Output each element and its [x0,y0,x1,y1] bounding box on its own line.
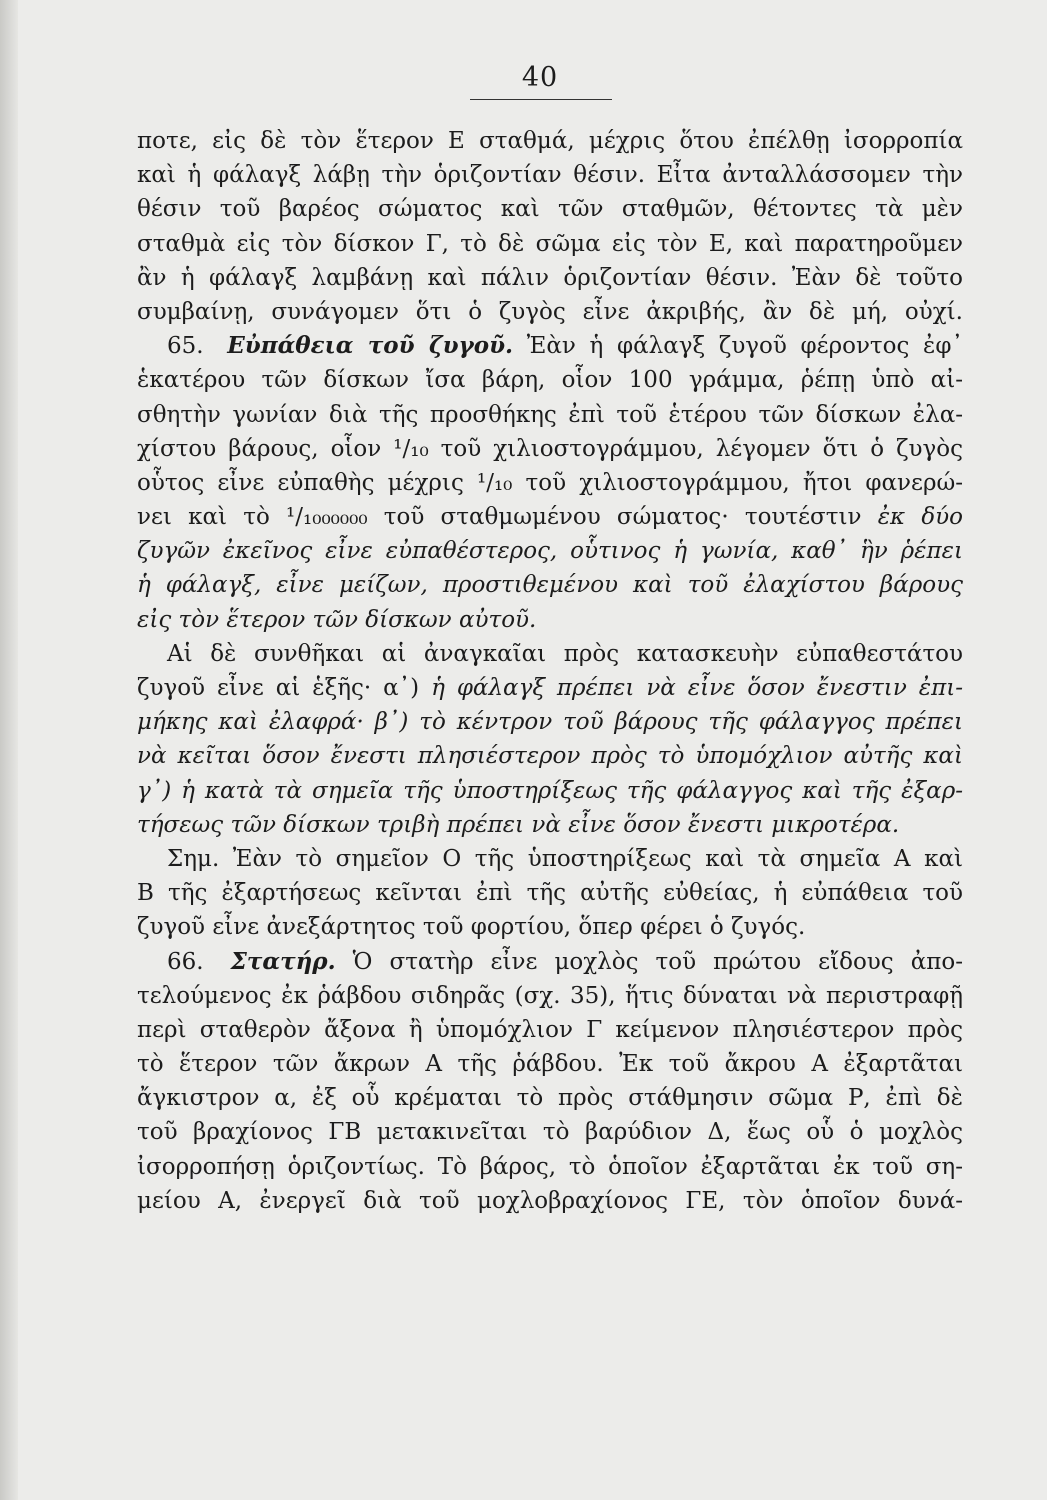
page-number: 40 [521,62,559,93]
text-line [137,671,963,705]
line-italic-text: μήκης καὶ ἐλαφρά· β᾽) τὸ κέντρον τοῦ βάρους τῆς φάλαγγος πρέπει [137,709,963,736]
text-line [137,945,963,979]
line-text: νει καὶ τὸ ¹/₁₀₀₀₀₀₀ τοῦ σταθμωμένου σώματος· τουτέστιν [137,504,862,531]
line-text: θέσιν τοῦ βαρέος σώματος καὶ τῶν σταθμῶν, θέτοντες τὰ μὲν [137,196,963,223]
line-text: χίστου βάρους, οἷον ¹/₁₀ τοῦ χιλιοστογράμμου, λέγομεν ὅτι ὁ ζυγὸς [137,435,963,462]
line-italic-text: ζυγῶν ἐκεῖνος εἶνε εὐπαθέστερος, οὗτινος ἡ γωνία, καθ᾽ ἣν ῥέπει [137,538,963,565]
line-text: μείου Α, ἐνεργεῖ διὰ τοῦ μοχλοβραχίονος ΓΕ, τὸν ὁποῖον δυνά- [137,1187,963,1214]
text-line [137,295,963,329]
text-line [137,1013,963,1047]
line-italic-text: ἐκ δύο [877,504,964,531]
line-text: ἑκατέρου τῶν δίσκων ἴσα βάρη, οἷον 100 γράμμα, ῥέπῃ ὑπὸ αἰ- [137,367,963,394]
line-text: συμβαίνῃ, συνάγομεν ὅτι ὁ ζυγὸς εἶνε ἀκριβής, ἂν δὲ μή, οὐχί. [137,298,963,325]
line-text: σθητὴν γωνίαν διὰ τῆς προσθήκης ἐπὶ τοῦ ἑτέρου τῶν δίσκων ἐλα- [137,401,963,428]
text-line [137,910,963,944]
text-line [137,1150,963,1184]
text-line [137,1047,963,1081]
text-line [137,227,963,261]
text-line [137,705,963,739]
text-line [137,1184,963,1218]
text-line [137,1115,963,1149]
line-text: Β τῆς ἐξαρτήσεως κεῖνται ἐπὶ τῆς αὐτῆς εὐθείας, ἡ εὐπάθεια τοῦ [137,880,963,907]
section-heading: Στατήρ. [230,947,336,975]
line-text: τελούμενος ἐκ ῥάβδου σιδηρᾶς (σχ. 35), ἥτις δύναται νὰ περιστραφῇ [137,982,963,1009]
body-text [137,124,963,1218]
text-line [137,398,963,432]
line-italic-text: γ᾽) ἡ κατὰ τὰ σημεῖα τῆς ὑποστηρίξεως τῆς φάλαγγος καὶ τῆς ἐξαρ- [137,777,963,804]
text-line [137,158,963,192]
text-line [137,329,963,363]
line-italic-text: εἰς τὸν ἕτερον τῶν δίσκων αὐτοῦ. [137,606,537,633]
line-italic-text: νὰ κεῖται ὅσον ἔνεστι πλησιέστερον πρὸς τὸ ὑπομόχλιον αὐτῆς καὶ [137,743,963,770]
line-text: Αἱ δὲ συνθῆκαι αἱ ἀναγκαῖαι πρὸς κατασκευὴν εὐπαθεστάτου [167,640,963,667]
section-number: 65. [167,333,204,360]
text-line [137,363,963,397]
text-line [137,192,963,226]
text-line [137,876,963,910]
line-text: περὶ σταθερὸν ἄξονα ἢ ὑπομόχλιον Γ κείμενον πλησιέστερον πρὸς [137,1016,963,1043]
header-rule [470,99,612,100]
line-italic-text: ἡ φάλαγξ, εἶνε μείζων, προστιθεμένου καὶ τοῦ ἐλαχίστου βάρους [137,572,963,599]
text-line [137,466,963,500]
line-italic-text: ἡ φάλαγξ πρέπει νὰ εἶνε ὅσον ἔνεστιν ἐπι- [431,675,963,701]
text-line [137,534,963,568]
text-line [137,568,963,602]
text-line [137,774,963,808]
text-line [137,432,963,466]
line-text: τοῦ βραχίονος ΓΒ μετακινεῖται τὸ βαρύδιον Δ, ἕως οὗ ὁ μοχλὸς [137,1119,963,1146]
line-text: ποτε, εἰς δὲ τὸν ἕτερον Ε σταθμά, μέχρις ὅτου ἐπέλθῃ ἰσορροπία [137,128,963,154]
section-heading: Εὐπάθεια τοῦ ζυγοῦ. [227,332,514,360]
text-line [137,1081,963,1115]
line-text: ζυγοῦ εἶνε ἀνεξάρτητος τοῦ φορτίου, ὅπερ φέρει ὁ ζυγός. [137,914,806,941]
text-line [137,979,963,1013]
line-text: οὗτος εἶνε εὐπαθὴς μέχρις ¹/₁₀ τοῦ χιλιοστογράμμου, ἤτοι φανερώ- [137,469,963,496]
line-text: σταθμὰ εἰς τὸν δίσκον Γ, τὸ δὲ σῶμα εἰς τὸν Ε, καὶ παρατηροῦμεν [137,230,963,257]
text-line [137,603,963,637]
line-text: ἰσορροπήσῃ ὁριζοντίως. Τὸ βάρος, τὸ ὁποῖον ἐξαρτᾶται ἐκ τοῦ ση- [137,1153,963,1180]
text-line [137,739,963,773]
section-number: 66. [167,948,204,975]
line-text: Ἐὰν ἡ φάλαγξ ζυγοῦ φέροντος ἐφ᾽ [526,333,964,360]
line-text: ἂν ἡ φάλαγξ λαμβάνῃ καὶ πάλιν ὁριζοντίαν θέσιν. Ἐὰν δὲ τοῦτο [137,264,963,291]
page-binding-edge [0,0,18,1500]
line-text: τὸ ἕτερον τῶν ἄκρων Α τῆς ῥάβδου. Ἐκ τοῦ ἄκρου Α ἐξαρτᾶται [137,1051,963,1078]
text-line [137,124,963,158]
line-text: ἄγκιστρον α, ἐξ οὗ κρέμαται τὸ πρὸς στάθμησιν σῶμα Ρ, ἐπὶ δὲ [137,1085,963,1112]
text-line [137,637,963,671]
line-text: Ὁ στατὴρ εἶνε μοχλὸς τοῦ πρώτου εἴδους ἀπο- [352,948,964,975]
line-italic-text: τήσεως τῶν δίσκων τριβὴ πρέπει νὰ εἶνε ὅσον ἔνεστι μικροτέρα. [137,811,900,838]
line-text: καὶ ἡ φάλαγξ λάβῃ τὴν ὁριζοντίαν θέσιν. Εἶτα ἀνταλλάσσομεν τὴν [137,162,963,189]
line-text: ζυγοῦ εἶνε αἱ ἑξῆς· α᾽) [137,675,420,701]
text-line [137,842,963,876]
text-line [137,500,963,534]
line-text: Σημ. Ἐὰν τὸ σημεῖον Ο τῆς ὑποστηρίξεως καὶ τὰ σημεῖα Α καὶ [167,845,963,872]
text-line [137,808,963,842]
text-line [137,261,963,295]
